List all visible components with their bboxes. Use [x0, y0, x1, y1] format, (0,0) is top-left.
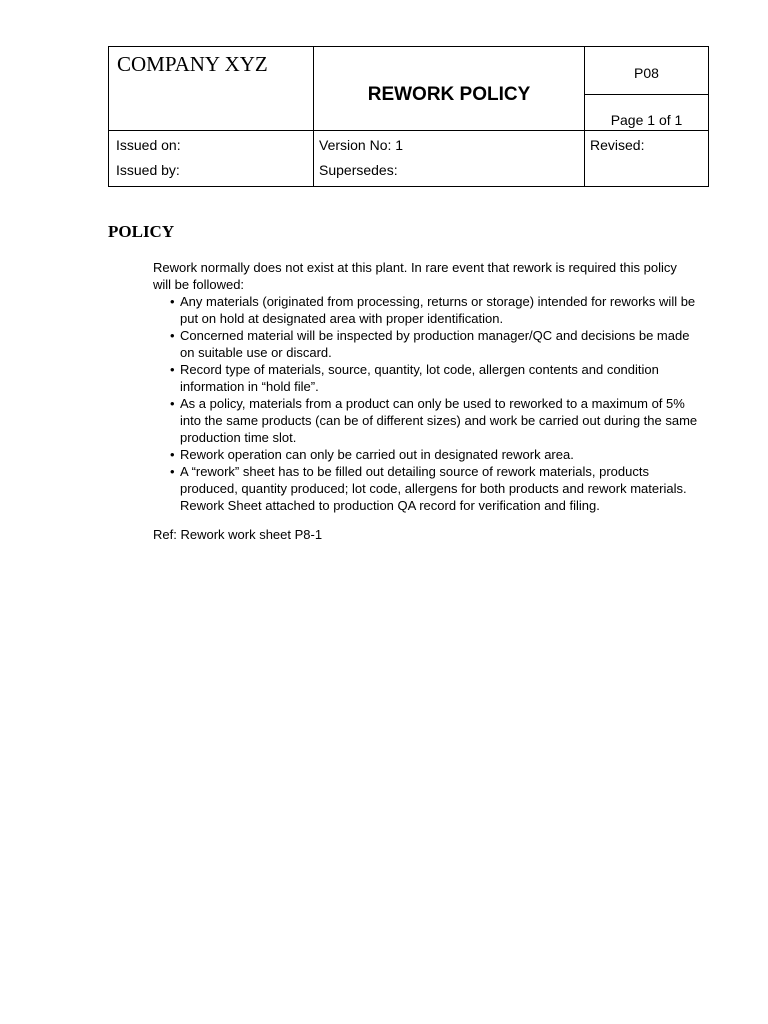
- bullet-icon: •: [170, 294, 175, 309]
- policy-item-text: A “rework” sheet has to be filled out detailing source of rework materials, products produced, quantity produced; lot code, allergens for both products and rework materials. Rework Sheet attached to production QA record for verification and filing.: [180, 464, 687, 513]
- policy-item-text: Record type of materials, source, quantity, lot code, allergen contents and condition information in “hold file”.: [180, 362, 659, 394]
- header-divider: [313, 47, 314, 186]
- policy-item-text: As a policy, materials from a product can only be used to reworked to a maximum of 5% into the same products (can be of different sizes) and work be carried out during the same production time slot.: [180, 396, 698, 445]
- page-number: Page 1 of 1: [610, 112, 683, 128]
- supersedes-label: Supersedes:: [319, 162, 398, 178]
- bullet-icon: •: [170, 328, 175, 343]
- company-name: COMPANY XYZ: [117, 52, 268, 76]
- bullet-icon: •: [170, 447, 175, 462]
- policy-item: [153, 293, 698, 327]
- policy-intro: Rework normally does not exist at this plant. In rare event that rework is required this policy will be followed:: [153, 260, 677, 292]
- policy-body: [153, 259, 698, 514]
- revised-label: Revised:: [590, 137, 645, 153]
- policy-item: [153, 327, 698, 361]
- policy-item-text: Concerned material will be inspected by production manager/QC and decisions be made on suitable use or discard.: [180, 328, 690, 360]
- bullet-icon: •: [170, 464, 175, 479]
- policy-item: [153, 446, 698, 463]
- issued-on-label: Issued on:: [116, 137, 181, 153]
- header-table: [108, 46, 709, 187]
- policy-item-text: Any materials (originated from processing, returns or storage) intended for reworks will be put on hold at designated area with proper identification.: [180, 294, 696, 326]
- bullet-icon: •: [170, 362, 175, 377]
- document-code: P08: [634, 65, 659, 81]
- document-title: REWORK POLICY: [367, 84, 531, 105]
- issued-by-label: Issued by:: [116, 162, 180, 178]
- policy-item: [153, 395, 698, 446]
- section-heading: POLICY: [108, 222, 175, 241]
- version-label: Version No: 1: [319, 137, 404, 153]
- reference-note: Ref: Rework work sheet P8-1: [153, 527, 323, 542]
- policy-list: [153, 293, 698, 514]
- bullet-icon: •: [170, 396, 175, 411]
- policy-item-text: Rework operation can only be carried out in designated rework area.: [180, 447, 574, 462]
- header-divider: [584, 94, 708, 95]
- policy-item: [153, 361, 698, 395]
- policy-item: [153, 463, 698, 514]
- header-divider: [109, 130, 708, 131]
